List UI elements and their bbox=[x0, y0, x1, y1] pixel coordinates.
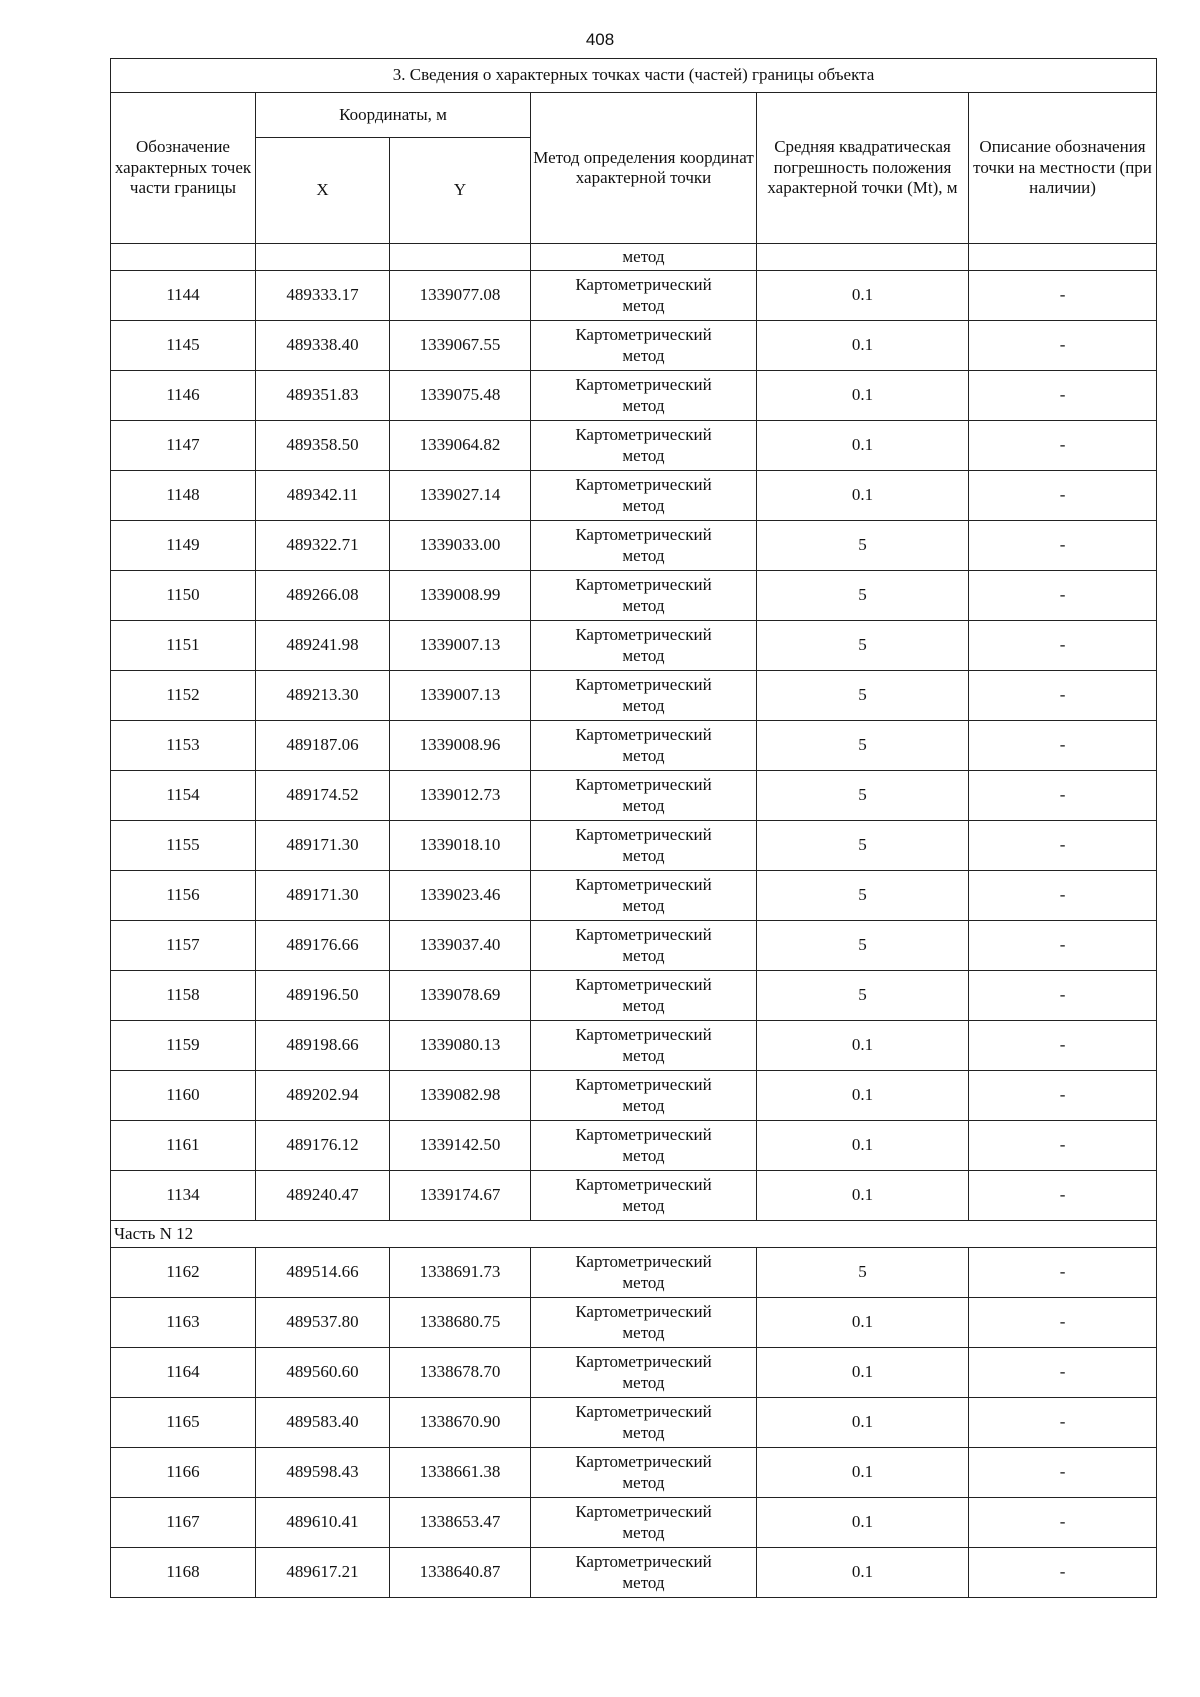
table-row bbox=[111, 471, 1157, 521]
table-row bbox=[111, 971, 1157, 1021]
table-row bbox=[111, 521, 1157, 571]
description-cell: - bbox=[969, 271, 1157, 321]
table-row bbox=[111, 671, 1157, 721]
error-cell: 5 bbox=[757, 971, 969, 1021]
point-id-cell: 1146 bbox=[111, 371, 256, 421]
carry-y-cell bbox=[390, 244, 531, 271]
point-id-cell: 1164 bbox=[111, 1348, 256, 1398]
table-row bbox=[111, 1448, 1157, 1498]
method-line-2: метод bbox=[622, 1095, 665, 1115]
description-cell: - bbox=[969, 821, 1157, 871]
y-coordinate-cell: 1339033.00 bbox=[390, 521, 531, 571]
error-cell: 0.1 bbox=[757, 1298, 969, 1348]
method-line-2: метод bbox=[622, 1422, 665, 1442]
table-row bbox=[111, 821, 1157, 871]
method-cell bbox=[531, 921, 757, 971]
method-cell bbox=[531, 571, 757, 621]
method-cell bbox=[531, 1548, 757, 1598]
boundary-points-table bbox=[110, 58, 1157, 1598]
description-cell: - bbox=[969, 1448, 1157, 1498]
y-coordinate-cell: 1338678.70 bbox=[390, 1348, 531, 1398]
description-cell: - bbox=[969, 1071, 1157, 1121]
description-cell: - bbox=[969, 1121, 1157, 1171]
method-line-1: Картометрический bbox=[575, 525, 712, 545]
description-cell: - bbox=[969, 571, 1157, 621]
point-id-cell: 1145 bbox=[111, 321, 256, 371]
method-cell bbox=[531, 771, 757, 821]
description-cell: - bbox=[969, 371, 1157, 421]
point-id-cell: 1167 bbox=[111, 1498, 256, 1548]
description-cell: - bbox=[969, 1171, 1157, 1221]
method-line-1: Картометрический bbox=[575, 1252, 712, 1272]
method-line-1: Картометрический bbox=[575, 875, 712, 895]
method-cell bbox=[531, 671, 757, 721]
error-cell: 0.1 bbox=[757, 1071, 969, 1121]
description-cell: - bbox=[969, 971, 1157, 1021]
method-cell bbox=[531, 1248, 757, 1298]
table-row bbox=[111, 1171, 1157, 1221]
x-coordinate-cell: 489598.43 bbox=[256, 1448, 390, 1498]
description-cell: - bbox=[969, 521, 1157, 571]
y-coordinate-cell: 1339037.40 bbox=[390, 921, 531, 971]
method-line-2: метод bbox=[622, 1045, 665, 1065]
error-cell: 5 bbox=[757, 621, 969, 671]
header-point: Обозначение характерных точек части границы bbox=[111, 93, 256, 244]
point-id-cell: 1150 bbox=[111, 571, 256, 621]
method-line-2: метод bbox=[622, 795, 665, 815]
error-cell: 5 bbox=[757, 1248, 969, 1298]
point-id-cell: 1160 bbox=[111, 1071, 256, 1121]
y-coordinate-cell: 1339080.13 bbox=[390, 1021, 531, 1071]
y-coordinate-cell: 1339174.67 bbox=[390, 1171, 531, 1221]
table-row bbox=[111, 921, 1157, 971]
x-coordinate-cell: 489583.40 bbox=[256, 1398, 390, 1448]
table-title: 3. Сведения о характерных точках части (частей) границы объекта bbox=[111, 59, 1157, 93]
y-coordinate-cell: 1339012.73 bbox=[390, 771, 531, 821]
error-cell: 0.1 bbox=[757, 471, 969, 521]
y-coordinate-cell: 1338680.75 bbox=[390, 1298, 531, 1348]
error-cell: 5 bbox=[757, 571, 969, 621]
table-row bbox=[111, 571, 1157, 621]
x-coordinate-cell: 489171.30 bbox=[256, 871, 390, 921]
point-id-cell: 1157 bbox=[111, 921, 256, 971]
table-row bbox=[111, 771, 1157, 821]
x-coordinate-cell: 489610.41 bbox=[256, 1498, 390, 1548]
method-line-1: Картометрический bbox=[575, 1302, 712, 1322]
method-line-1: Картометрический bbox=[575, 375, 712, 395]
point-id-cell: 1159 bbox=[111, 1021, 256, 1071]
point-id-cell: 1144 bbox=[111, 271, 256, 321]
error-cell: 5 bbox=[757, 921, 969, 971]
x-coordinate-cell: 489187.06 bbox=[256, 721, 390, 771]
method-line-1: Картометрический bbox=[575, 975, 712, 995]
y-coordinate-cell: 1338653.47 bbox=[390, 1498, 531, 1548]
method-line-1: Картометрический bbox=[575, 1402, 712, 1422]
table-row bbox=[111, 1248, 1157, 1298]
point-id-cell: 1162 bbox=[111, 1248, 256, 1298]
y-coordinate-cell: 1339075.48 bbox=[390, 371, 531, 421]
method-line-2: метод bbox=[622, 595, 665, 615]
point-id-cell: 1151 bbox=[111, 621, 256, 671]
x-coordinate-cell: 489514.66 bbox=[256, 1248, 390, 1298]
method-cell bbox=[531, 1021, 757, 1071]
x-coordinate-cell: 489213.30 bbox=[256, 671, 390, 721]
description-cell: - bbox=[969, 1548, 1157, 1598]
table-row bbox=[111, 871, 1157, 921]
y-coordinate-cell: 1339008.96 bbox=[390, 721, 531, 771]
carry-point-cell bbox=[111, 244, 256, 271]
y-coordinate-cell: 1339008.99 bbox=[390, 571, 531, 621]
error-cell: 0.1 bbox=[757, 1398, 969, 1448]
header-error: Средняя квадратическая погрешность положения характерной точки (Mt), м bbox=[757, 93, 969, 244]
error-cell: 0.1 bbox=[757, 1498, 969, 1548]
point-id-cell: 1165 bbox=[111, 1398, 256, 1448]
method-line-1: Картометрический bbox=[575, 1352, 712, 1372]
table-row bbox=[111, 1498, 1157, 1548]
method-line-2: метод bbox=[622, 1322, 665, 1342]
description-cell: - bbox=[969, 421, 1157, 471]
x-coordinate-cell: 489266.08 bbox=[256, 571, 390, 621]
y-coordinate-cell: 1338640.87 bbox=[390, 1548, 531, 1598]
method-cell bbox=[531, 471, 757, 521]
method-line-1: Картометрический bbox=[575, 1552, 712, 1572]
method-cell bbox=[531, 721, 757, 771]
description-cell: - bbox=[969, 871, 1157, 921]
error-cell: 0.1 bbox=[757, 321, 969, 371]
description-cell: - bbox=[969, 1021, 1157, 1071]
method-line-2: метод bbox=[622, 1572, 665, 1592]
x-coordinate-cell: 489358.50 bbox=[256, 421, 390, 471]
method-cell bbox=[531, 1171, 757, 1221]
point-id-cell: 1163 bbox=[111, 1298, 256, 1348]
carry-method-cell: метод bbox=[531, 244, 757, 271]
method-cell bbox=[531, 521, 757, 571]
x-coordinate-cell: 489322.71 bbox=[256, 521, 390, 571]
error-cell: 0.1 bbox=[757, 1171, 969, 1221]
y-coordinate-cell: 1338661.38 bbox=[390, 1448, 531, 1498]
header-x: X bbox=[256, 138, 390, 244]
x-coordinate-cell: 489333.17 bbox=[256, 271, 390, 321]
error-cell: 5 bbox=[757, 521, 969, 571]
y-coordinate-cell: 1339007.13 bbox=[390, 671, 531, 721]
method-cell bbox=[531, 1071, 757, 1121]
method-line-1: Картометрический bbox=[575, 675, 712, 695]
x-coordinate-cell: 489241.98 bbox=[256, 621, 390, 671]
description-cell: - bbox=[969, 621, 1157, 671]
description-cell: - bbox=[969, 921, 1157, 971]
y-coordinate-cell: 1339142.50 bbox=[390, 1121, 531, 1171]
table-row bbox=[111, 371, 1157, 421]
carry-description-cell bbox=[969, 244, 1157, 271]
carry-over-row bbox=[111, 244, 1157, 271]
header-method: Метод определения координат характерной точки bbox=[531, 93, 757, 244]
y-coordinate-cell: 1339064.82 bbox=[390, 421, 531, 471]
part-label: Часть N 12 bbox=[111, 1221, 1157, 1248]
method-cell bbox=[531, 1498, 757, 1548]
method-line-1: Картометрический bbox=[575, 825, 712, 845]
error-cell: 0.1 bbox=[757, 1548, 969, 1598]
method-line-1: Картометрический bbox=[575, 475, 712, 495]
page-number: 408 bbox=[585, 30, 615, 49]
table-row bbox=[111, 1071, 1157, 1121]
method-line-1: Картометрический bbox=[575, 1125, 712, 1145]
method-line-1: Картометрический bbox=[575, 1502, 712, 1522]
method-line-2: метод bbox=[622, 695, 665, 715]
method-line-2: метод bbox=[622, 495, 665, 515]
error-cell: 5 bbox=[757, 871, 969, 921]
x-coordinate-cell: 489342.11 bbox=[256, 471, 390, 521]
method-line-2: метод bbox=[622, 845, 665, 865]
method-line-1: Картометрический bbox=[575, 1025, 712, 1045]
point-id-cell: 1158 bbox=[111, 971, 256, 1021]
x-coordinate-cell: 489338.40 bbox=[256, 321, 390, 371]
method-cell bbox=[531, 1398, 757, 1448]
error-cell: 0.1 bbox=[757, 1021, 969, 1071]
point-id-cell: 1161 bbox=[111, 1121, 256, 1171]
description-cell: - bbox=[969, 1398, 1157, 1448]
x-coordinate-cell: 489202.94 bbox=[256, 1071, 390, 1121]
y-coordinate-cell: 1339007.13 bbox=[390, 621, 531, 671]
point-id-cell: 1154 bbox=[111, 771, 256, 821]
method-cell bbox=[531, 371, 757, 421]
description-cell: - bbox=[969, 721, 1157, 771]
method-line-2: метод bbox=[622, 1522, 665, 1542]
method-line-2: метод bbox=[622, 745, 665, 765]
part-section-row bbox=[111, 1221, 1157, 1248]
error-cell: 5 bbox=[757, 671, 969, 721]
method-line-1: Картометрический bbox=[575, 325, 712, 345]
point-id-cell: 1152 bbox=[111, 671, 256, 721]
y-coordinate-cell: 1339082.98 bbox=[390, 1071, 531, 1121]
method-line-2: метод bbox=[622, 395, 665, 415]
table-row bbox=[111, 421, 1157, 471]
error-cell: 5 bbox=[757, 771, 969, 821]
y-coordinate-cell: 1339023.46 bbox=[390, 871, 531, 921]
method-line-2: метод bbox=[622, 1372, 665, 1392]
method-cell bbox=[531, 1348, 757, 1398]
method-cell bbox=[531, 421, 757, 471]
error-cell: 0.1 bbox=[757, 421, 969, 471]
error-cell: 0.1 bbox=[757, 1348, 969, 1398]
description-cell: - bbox=[969, 1348, 1157, 1398]
error-cell: 5 bbox=[757, 821, 969, 871]
description-cell: - bbox=[969, 671, 1157, 721]
table-row bbox=[111, 1548, 1157, 1598]
description-cell: - bbox=[969, 321, 1157, 371]
method-line-1: Картометрический bbox=[575, 625, 712, 645]
method-line-2: метод bbox=[622, 545, 665, 565]
method-line-1: Картометрический bbox=[575, 425, 712, 445]
method-line-2: метод bbox=[622, 295, 665, 315]
carry-error-cell bbox=[757, 244, 969, 271]
method-line-2: метод bbox=[622, 345, 665, 365]
point-id-cell: 1134 bbox=[111, 1171, 256, 1221]
y-coordinate-cell: 1339078.69 bbox=[390, 971, 531, 1021]
method-line-1: Картометрический bbox=[575, 1075, 712, 1095]
table-row bbox=[111, 721, 1157, 771]
method-line-2: метод bbox=[622, 1272, 665, 1292]
x-coordinate-cell: 489174.52 bbox=[256, 771, 390, 821]
method-cell bbox=[531, 971, 757, 1021]
method-line-1: Картометрический bbox=[575, 775, 712, 795]
error-cell: 5 bbox=[757, 721, 969, 771]
method-line-2: метод bbox=[622, 645, 665, 665]
method-cell bbox=[531, 1448, 757, 1498]
method-cell bbox=[531, 321, 757, 371]
method-line-1: Картометрический bbox=[575, 575, 712, 595]
description-cell: - bbox=[969, 771, 1157, 821]
y-coordinate-cell: 1339027.14 bbox=[390, 471, 531, 521]
method-line-1: Картометрический bbox=[575, 925, 712, 945]
table-row bbox=[111, 1298, 1157, 1348]
method-cell bbox=[531, 871, 757, 921]
error-cell: 0.1 bbox=[757, 1121, 969, 1171]
method-line-1: Картометрический bbox=[575, 1175, 712, 1195]
point-id-cell: 1149 bbox=[111, 521, 256, 571]
y-coordinate-cell: 1339018.10 bbox=[390, 821, 531, 871]
x-coordinate-cell: 489176.66 bbox=[256, 921, 390, 971]
x-coordinate-cell: 489198.66 bbox=[256, 1021, 390, 1071]
x-coordinate-cell: 489560.60 bbox=[256, 1348, 390, 1398]
method-line-2: метод bbox=[622, 945, 665, 965]
method-cell bbox=[531, 621, 757, 671]
point-id-cell: 1156 bbox=[111, 871, 256, 921]
x-coordinate-cell: 489176.12 bbox=[256, 1121, 390, 1171]
point-id-cell: 1153 bbox=[111, 721, 256, 771]
method-line-2: метод bbox=[622, 895, 665, 915]
table-row bbox=[111, 621, 1157, 671]
method-line-2: метод bbox=[622, 995, 665, 1015]
table-row bbox=[111, 1021, 1157, 1071]
description-cell: - bbox=[969, 471, 1157, 521]
carry-x-cell bbox=[256, 244, 390, 271]
header-y: Y bbox=[390, 138, 531, 244]
error-cell: 0.1 bbox=[757, 271, 969, 321]
method-cell bbox=[531, 1121, 757, 1171]
table-row bbox=[111, 1398, 1157, 1448]
method-line-1: Картометрический bbox=[575, 275, 712, 295]
table-row bbox=[111, 321, 1157, 371]
x-coordinate-cell: 489196.50 bbox=[256, 971, 390, 1021]
point-id-cell: 1147 bbox=[111, 421, 256, 471]
y-coordinate-cell: 1339077.08 bbox=[390, 271, 531, 321]
x-coordinate-cell: 489240.47 bbox=[256, 1171, 390, 1221]
table-row bbox=[111, 271, 1157, 321]
method-line-1: Картометрический bbox=[575, 1452, 712, 1472]
table-row bbox=[111, 1348, 1157, 1398]
x-coordinate-cell: 489617.21 bbox=[256, 1548, 390, 1598]
point-id-cell: 1155 bbox=[111, 821, 256, 871]
y-coordinate-cell: 1338670.90 bbox=[390, 1398, 531, 1448]
method-line-2: метод bbox=[622, 1195, 665, 1215]
description-cell: - bbox=[969, 1298, 1157, 1348]
point-id-cell: 1148 bbox=[111, 471, 256, 521]
error-cell: 0.1 bbox=[757, 1448, 969, 1498]
method-cell bbox=[531, 1298, 757, 1348]
method-line-1: Картометрический bbox=[575, 725, 712, 745]
x-coordinate-cell: 489351.83 bbox=[256, 371, 390, 421]
point-id-cell: 1166 bbox=[111, 1448, 256, 1498]
header-coords: Координаты, м bbox=[256, 93, 531, 138]
x-coordinate-cell: 489537.80 bbox=[256, 1298, 390, 1348]
method-line-2: метод bbox=[622, 1472, 665, 1492]
error-cell: 0.1 bbox=[757, 371, 969, 421]
y-coordinate-cell: 1339067.55 bbox=[390, 321, 531, 371]
method-cell bbox=[531, 271, 757, 321]
method-cell bbox=[531, 821, 757, 871]
point-id-cell: 1168 bbox=[111, 1548, 256, 1598]
header-description: Описание обозначения точки на местности (при наличии) bbox=[969, 93, 1157, 244]
table-row bbox=[111, 1121, 1157, 1171]
y-coordinate-cell: 1338691.73 bbox=[390, 1248, 531, 1298]
description-cell: - bbox=[969, 1248, 1157, 1298]
description-cell: - bbox=[969, 1498, 1157, 1548]
method-line-2: метод bbox=[622, 1145, 665, 1165]
method-line-2: метод bbox=[622, 445, 665, 465]
x-coordinate-cell: 489171.30 bbox=[256, 821, 390, 871]
